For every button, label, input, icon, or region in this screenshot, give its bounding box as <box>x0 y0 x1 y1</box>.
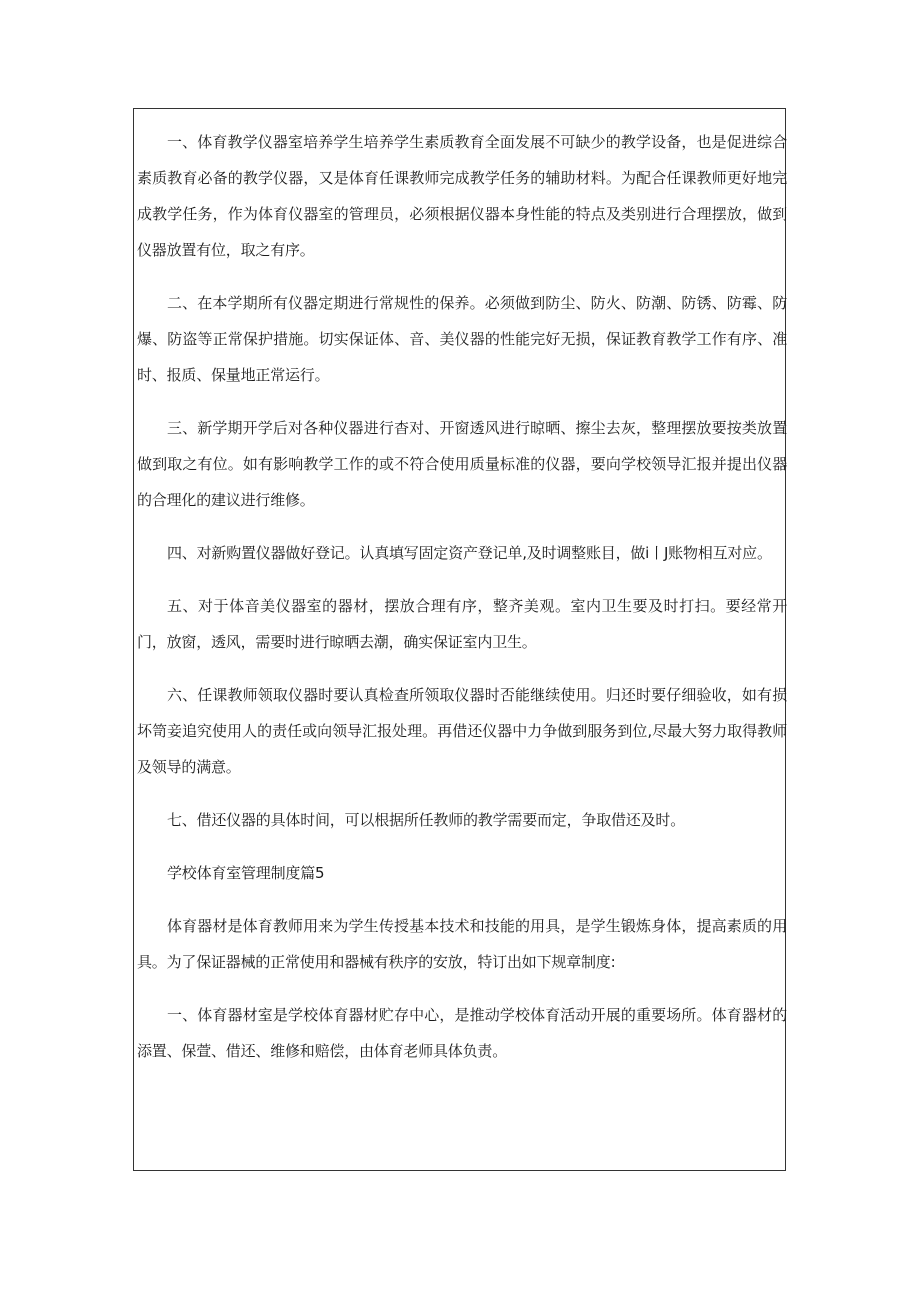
paragraph-8: 体育器材是体育教师用来为学生传授基本技术和技能的用具，是学生锻炼身体，提高素质的用具。为了保证器械的正常使用和器械有秩序的安放，特订出如下规章制度: <box>137 917 787 971</box>
paragraph-7: 七、借还仪器的具体时间，可以根据所任教师的教学需要而定，争取借还及时。 <box>167 811 686 829</box>
paragraph-5: 五、对于体音美仪器室的器材，摆放合理有序，整齐美观。室内卫生要及时打扫。要经常开门，放窗，透风，需要时进行晾晒去潮，确实保证室内卫生。 <box>137 597 787 651</box>
paragraph-6: 六、任课教师领取仪器时要认真检查所领取仪器时否能继续使用。归还时要仔细验收，如有损坏笥妾追究使用人的责任或向领导汇报处理。再借还仪器中力争做到服务到位,尽最大努力取得教师及领导的满意。 <box>137 686 787 776</box>
paragraph-3: 三、新学期开学后对各种仪器进行杳对、开窗透风进行晾晒、擦尘去灰，整理摆放要按类放置做到取之有位。如有影响教学工作的或不符合使用质量标准的仪器，要向学校领导汇报并提出仪器的合理化的建议进行维修。 <box>137 419 787 509</box>
section-heading: 学校体育室管理制度篇5 <box>167 864 325 882</box>
paragraph-4: 四、对新购置仪器做好登记。认真填写固定资产登记单,及时调整账目，做i丨J账物相互对应。 <box>167 544 772 562</box>
paragraph-2: 二、在本学期所有仪器定期进行常规性的保养。必须做到防尘、防火、防潮、防锈、防霉、防爆、防盗等正常保护措施。切实保证体、音、美仪器的性能完好无损，保证教育教学工作有序、准时、报质、保量地正常运行。 <box>137 294 787 384</box>
document-body <box>137 124 787 1086</box>
paragraph-1: 一、体育教学仪器室培养学生培养学生素质教育全面发展不可缺少的教学设备，也是促进综合素质教育必备的教学仪器，又是体育任课教师完成教学任务的辅助材料。为配合任课教师更好地完成教学任务，作为体育仪器室的管理员，必须根据仪器本身性能的特点及类别进行合理摆放，做到仪器放置有位，取之有序。 <box>137 133 787 259</box>
paragraph-9: 一、体育器材室是学校体育器材贮存中心，是推动学校体育活动开展的重要场所。体育器材的添置、保萱、借还、维修和赔偿，由体育老师具体负责。 <box>137 1006 787 1060</box>
